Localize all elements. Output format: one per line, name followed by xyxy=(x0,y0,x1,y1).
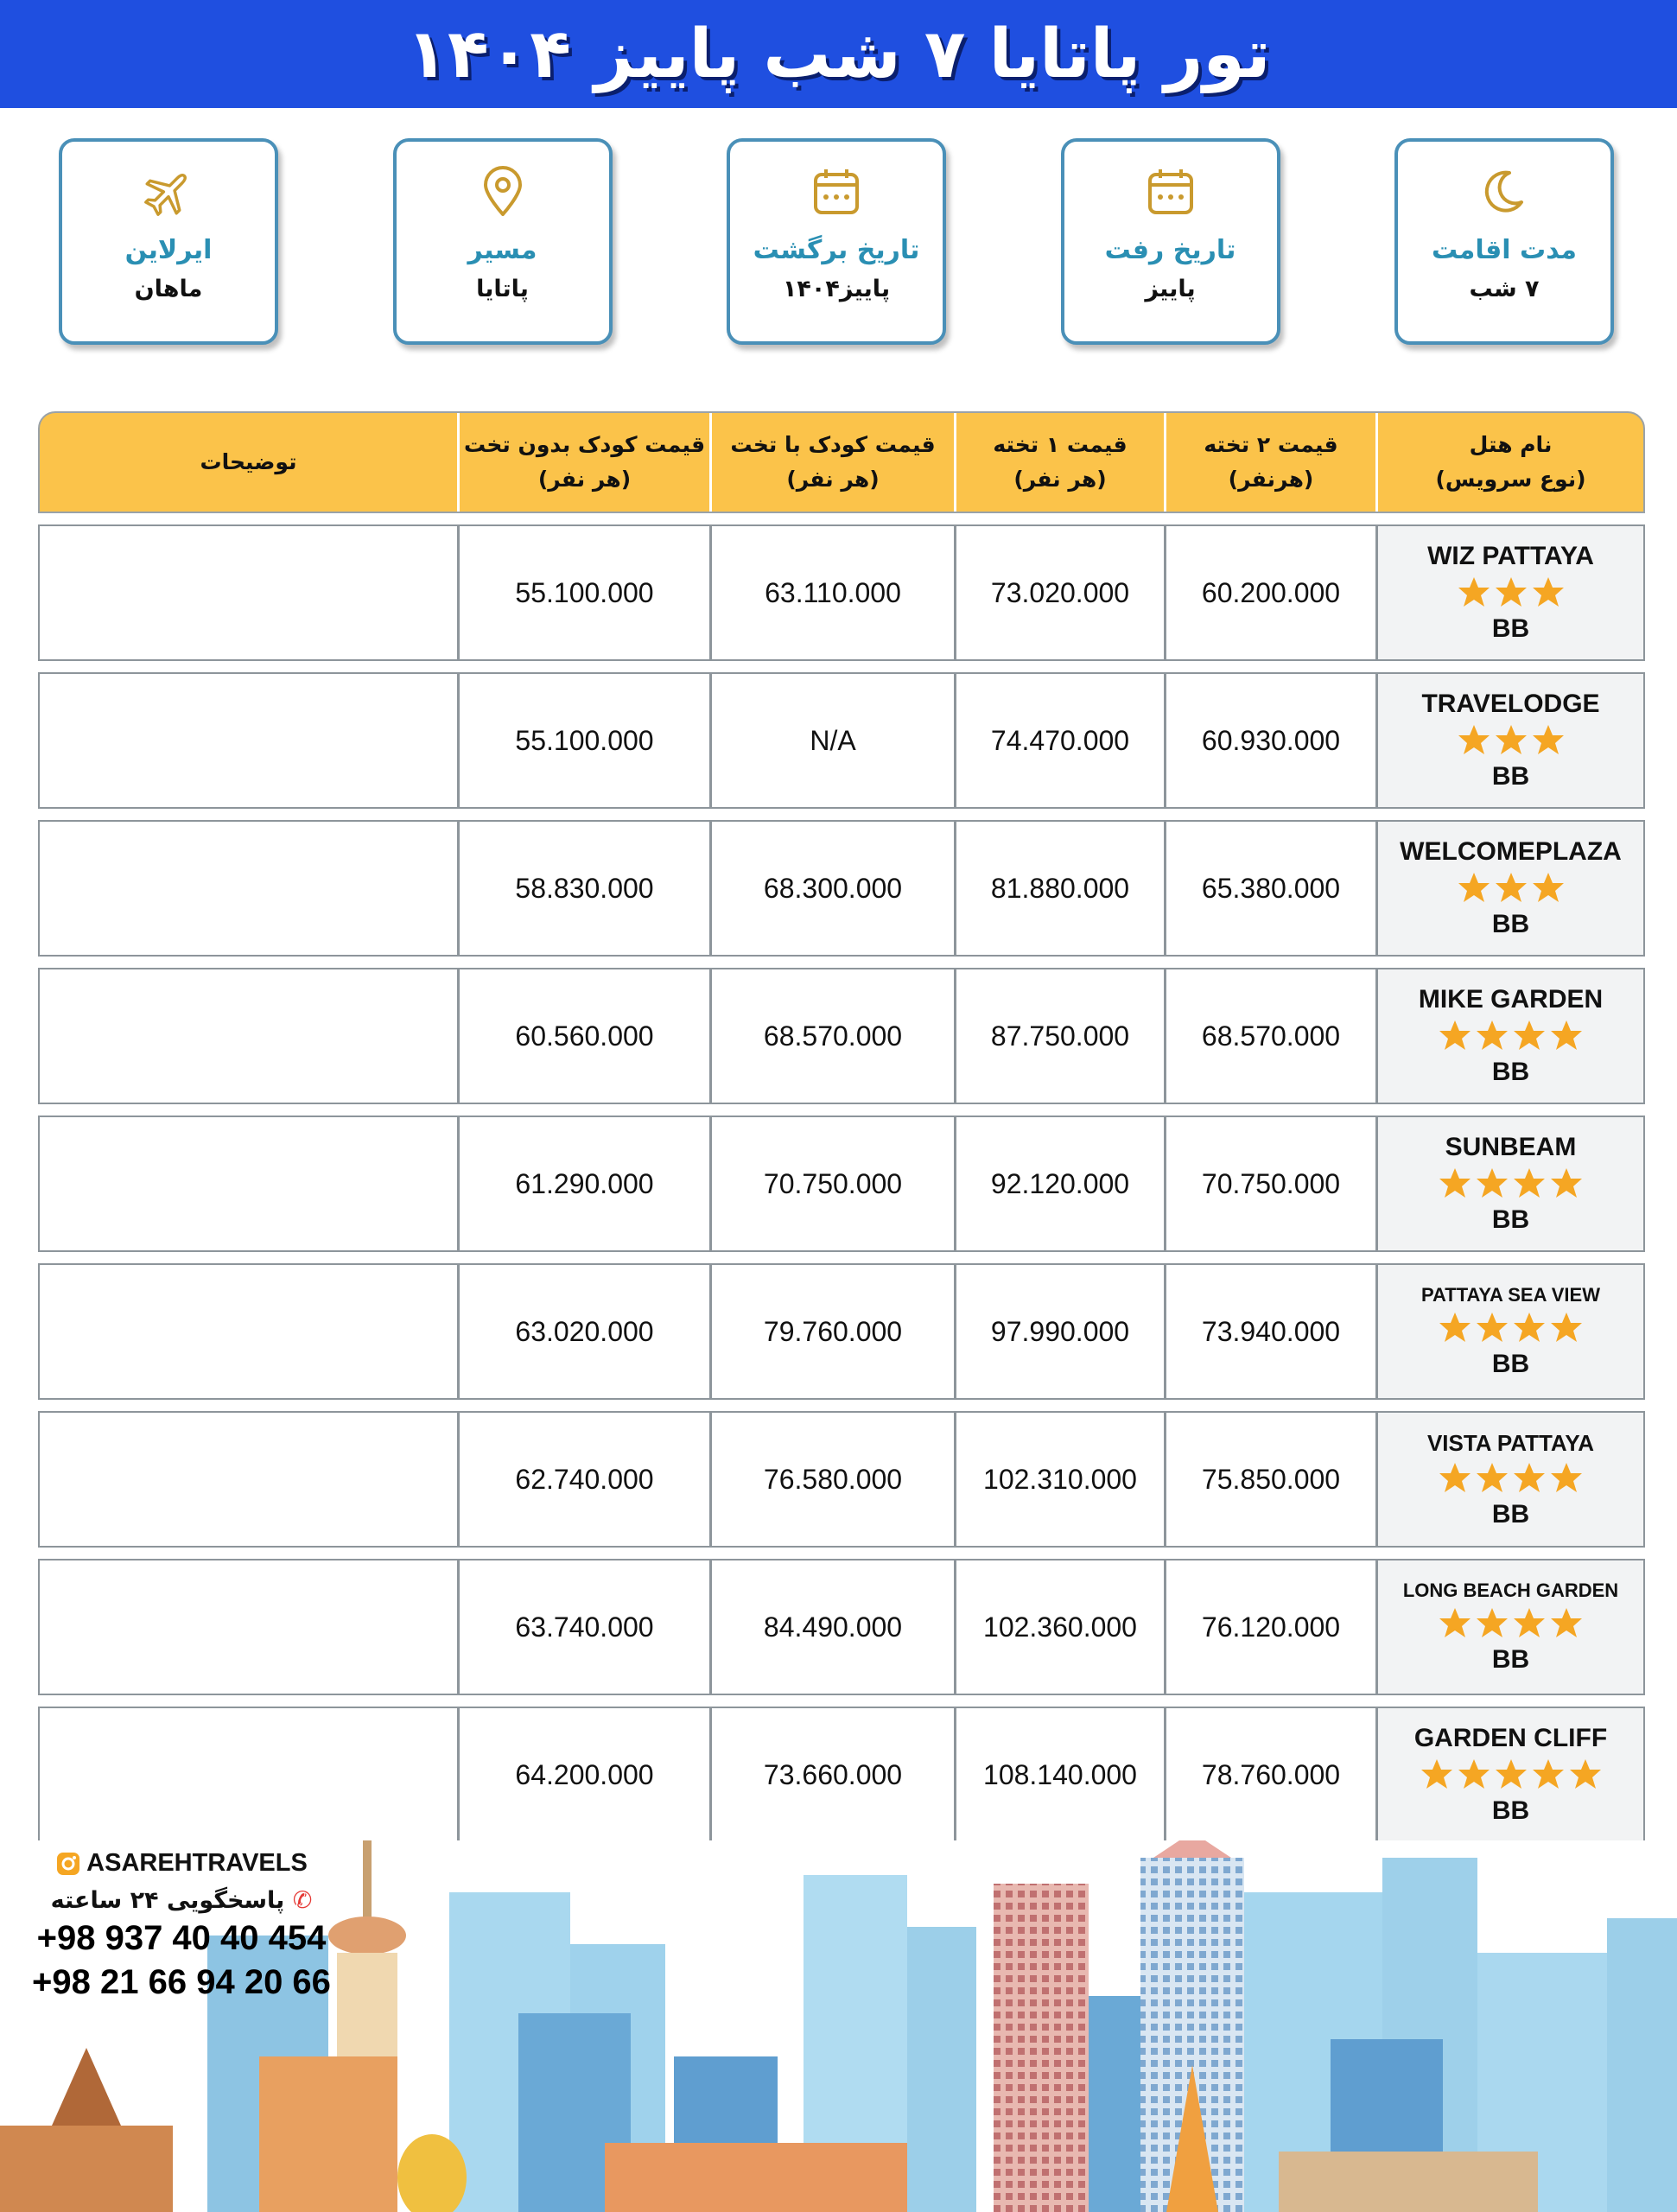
info-card-title: تاریخ برگشت xyxy=(753,235,920,265)
price-double: 76.120.000 xyxy=(1164,1560,1375,1694)
notes-cell xyxy=(40,1413,457,1546)
header-label: قیمت ۱ تخته xyxy=(993,432,1128,457)
price-child-bed: 63.110.000 xyxy=(709,526,954,659)
star-icon xyxy=(1438,1605,1472,1643)
star-icon xyxy=(1475,1460,1509,1498)
hotel-name: WELCOMEPLAZA xyxy=(1400,837,1622,866)
price-single: 81.880.000 xyxy=(954,822,1164,955)
price-double: 75.850.000 xyxy=(1164,1413,1375,1546)
info-card-route xyxy=(393,138,613,345)
star-icon xyxy=(1475,1166,1509,1204)
star-icon xyxy=(1512,1605,1547,1643)
hotel-name: PATTAYA SEA VIEW xyxy=(1420,1284,1600,1306)
price-single: 102.310.000 xyxy=(954,1413,1164,1546)
brand-name: ASAREHTRAVELS xyxy=(86,1849,308,1877)
instagram-icon xyxy=(55,1851,81,1877)
info-card-departure xyxy=(1061,138,1280,345)
info-card-value: پاییز xyxy=(1145,276,1196,302)
price-double: 60.200.000 xyxy=(1164,526,1375,659)
phone-icon: ✆ xyxy=(292,1886,313,1914)
hotel-name: SUNBEAM xyxy=(1445,1133,1577,1161)
support-text: پاسخگویی ۲۴ ساعته xyxy=(50,1886,285,1914)
price-child-bed: 68.570.000 xyxy=(709,969,954,1103)
star-rating xyxy=(1420,1757,1603,1795)
hotel-name: LONG BEACH GARDEN xyxy=(1402,1580,1619,1601)
price-double: 73.940.000 xyxy=(1164,1265,1375,1398)
price-double: 78.760.000 xyxy=(1164,1708,1375,1841)
star-icon xyxy=(1531,575,1566,613)
notes-cell xyxy=(40,1265,457,1398)
price-table xyxy=(38,411,1645,1843)
star-rating xyxy=(1438,1018,1584,1056)
star-icon xyxy=(1438,1310,1472,1348)
header-single xyxy=(954,413,1164,512)
star-icon xyxy=(1457,870,1491,908)
star-icon xyxy=(1475,1310,1509,1348)
header-label: توضیحات xyxy=(200,449,297,474)
contact-block xyxy=(17,1849,346,2002)
info-cards xyxy=(59,138,1614,350)
table-row xyxy=(38,1116,1645,1252)
hotel-name: VISTA PATTAYA xyxy=(1426,1429,1595,1456)
title-banner xyxy=(0,0,1677,108)
price-child-bed: 73.660.000 xyxy=(709,1708,954,1841)
hotel-cell xyxy=(1375,1117,1643,1250)
star-icon xyxy=(1531,870,1566,908)
service-type: BB xyxy=(1491,1205,1530,1234)
info-card-value: پاییز۱۴۰۴ xyxy=(782,276,891,302)
header-child-bed xyxy=(709,413,954,512)
star-icon xyxy=(1438,1166,1472,1204)
star-icon xyxy=(1549,1018,1584,1056)
info-card-value: ماهان xyxy=(134,276,203,302)
price-child-bed: 84.490.000 xyxy=(709,1560,954,1694)
phone-number[interactable]: +98 21 66 94 20 66 xyxy=(32,1962,331,2001)
star-rating xyxy=(1438,1166,1584,1204)
star-icon xyxy=(1475,1018,1509,1056)
star-icon xyxy=(1438,1018,1472,1056)
phone-number[interactable]: +98 937 40 40 454 xyxy=(36,1918,327,1957)
table-row xyxy=(38,524,1645,661)
service-type: BB xyxy=(1491,1350,1530,1378)
star-icon xyxy=(1438,1460,1472,1498)
table-row xyxy=(38,1707,1645,1843)
price-child-no-bed: 61.290.000 xyxy=(457,1117,709,1250)
notes-cell xyxy=(40,969,457,1103)
instagram-handle[interactable] xyxy=(55,1849,308,1878)
star-icon xyxy=(1457,575,1491,613)
header-sublabel: (هرنفر) xyxy=(1228,467,1314,492)
price-double: 68.570.000 xyxy=(1164,969,1375,1103)
star-icon xyxy=(1549,1166,1584,1204)
service-type: BB xyxy=(1491,1796,1530,1825)
hotel-cell xyxy=(1375,969,1643,1103)
price-single: 87.750.000 xyxy=(954,969,1164,1103)
table-row xyxy=(38,968,1645,1104)
star-rating xyxy=(1438,1310,1584,1348)
table-row xyxy=(38,1559,1645,1695)
notes-cell xyxy=(40,526,457,659)
calendar-icon xyxy=(809,164,864,219)
hotel-cell xyxy=(1375,1265,1643,1398)
notes-cell xyxy=(40,674,457,807)
info-card-stay xyxy=(1394,138,1614,345)
info-card-value: پاتایا xyxy=(476,276,529,302)
hotel-name: WIZ PATTAYA xyxy=(1427,542,1594,570)
price-child-bed: 76.580.000 xyxy=(709,1413,954,1546)
star-icon xyxy=(1512,1310,1547,1348)
price-single: 97.990.000 xyxy=(954,1265,1164,1398)
hotel-name: TRAVELODGE xyxy=(1421,690,1600,718)
table-row xyxy=(38,820,1645,957)
price-child-no-bed: 60.560.000 xyxy=(457,969,709,1103)
star-icon xyxy=(1531,1757,1566,1795)
header-child-no-bed xyxy=(457,413,709,512)
notes-cell xyxy=(40,1560,457,1694)
hotel-cell xyxy=(1375,1413,1643,1546)
star-icon xyxy=(1549,1605,1584,1643)
header-label: نام هتل xyxy=(1469,432,1553,457)
star-icon xyxy=(1494,870,1528,908)
price-child-bed: 68.300.000 xyxy=(709,822,954,955)
star-icon xyxy=(1494,722,1528,760)
star-icon xyxy=(1475,1605,1509,1643)
price-child-bed: N/A xyxy=(709,674,954,807)
notes-cell xyxy=(40,1117,457,1250)
info-card-title: تاریخ رفت xyxy=(1104,235,1236,265)
star-icon xyxy=(1420,1757,1454,1795)
calendar-icon xyxy=(1143,164,1198,219)
table-header xyxy=(38,411,1645,513)
header-label: قیمت کودک بدون تخت xyxy=(463,432,706,457)
price-single: 102.360.000 xyxy=(954,1560,1164,1694)
header-notes xyxy=(40,413,457,512)
moon-icon xyxy=(1477,164,1532,219)
service-type: BB xyxy=(1491,614,1530,643)
hotel-name: MIKE GARDEN xyxy=(1418,985,1604,1014)
service-type: BB xyxy=(1491,762,1530,791)
hotel-cell xyxy=(1375,1560,1643,1694)
header-hotel-name xyxy=(1375,413,1643,512)
star-rating xyxy=(1438,1605,1584,1643)
price-single: 74.470.000 xyxy=(954,674,1164,807)
table-row xyxy=(38,672,1645,809)
notes-cell xyxy=(40,1708,457,1841)
price-child-bed: 79.760.000 xyxy=(709,1265,954,1398)
star-rating xyxy=(1457,575,1566,613)
price-child-no-bed: 63.740.000 xyxy=(457,1560,709,1694)
support-line xyxy=(17,1887,346,1914)
page-title: تور پاتایا ۷ شب پاییز ۱۴۰۴ xyxy=(406,15,1271,93)
price-child-no-bed: 63.020.000 xyxy=(457,1265,709,1398)
info-card-airline xyxy=(59,138,278,345)
service-type: BB xyxy=(1491,1645,1530,1674)
table-row xyxy=(38,1411,1645,1548)
price-single: 73.020.000 xyxy=(954,526,1164,659)
table-body xyxy=(38,524,1645,1843)
star-icon xyxy=(1512,1166,1547,1204)
star-icon xyxy=(1457,1757,1491,1795)
star-rating xyxy=(1457,870,1566,908)
service-type: BB xyxy=(1491,1058,1530,1086)
service-type: BB xyxy=(1491,1499,1530,1529)
hotel-cell xyxy=(1375,1708,1643,1841)
star-icon xyxy=(1568,1757,1603,1795)
star-icon xyxy=(1531,722,1566,760)
info-card-value: ۷ شب xyxy=(1469,276,1540,302)
info-card-title: مسیر xyxy=(467,235,537,265)
star-icon xyxy=(1512,1018,1547,1056)
star-rating xyxy=(1457,722,1566,760)
price-single: 108.140.000 xyxy=(954,1708,1164,1841)
header-sublabel: (نوع سرویس) xyxy=(1435,467,1586,492)
price-double: 65.380.000 xyxy=(1164,822,1375,955)
info-card-return xyxy=(727,138,946,345)
price-child-no-bed: 64.200.000 xyxy=(457,1708,709,1841)
star-icon xyxy=(1549,1460,1584,1498)
star-icon xyxy=(1494,575,1528,613)
header-sublabel: (هر نفر) xyxy=(1013,467,1107,492)
airplane-icon xyxy=(141,164,196,219)
table-row xyxy=(38,1263,1645,1400)
price-child-no-bed: 58.830.000 xyxy=(457,822,709,955)
header-sublabel: (هر نفر) xyxy=(786,467,880,492)
hotel-cell xyxy=(1375,674,1643,807)
price-child-bed: 70.750.000 xyxy=(709,1117,954,1250)
star-rating xyxy=(1438,1460,1584,1498)
star-icon xyxy=(1494,1757,1528,1795)
price-double: 60.930.000 xyxy=(1164,674,1375,807)
price-child-no-bed: 55.100.000 xyxy=(457,526,709,659)
notes-cell xyxy=(40,822,457,955)
header-sublabel: (هر نفر) xyxy=(537,467,632,492)
location-pin-icon xyxy=(475,164,530,219)
info-card-title: مدت اقامت xyxy=(1431,235,1578,265)
header-double xyxy=(1164,413,1375,512)
price-single: 92.120.000 xyxy=(954,1117,1164,1250)
info-card-title: ایرلاین xyxy=(124,235,213,265)
hotel-name: GARDEN CLIFF xyxy=(1413,1724,1608,1752)
price-child-no-bed: 62.740.000 xyxy=(457,1413,709,1546)
hotel-cell xyxy=(1375,526,1643,659)
hotel-cell xyxy=(1375,822,1643,955)
price-double: 70.750.000 xyxy=(1164,1117,1375,1250)
service-type: BB xyxy=(1491,910,1530,938)
price-child-no-bed: 55.100.000 xyxy=(457,674,709,807)
star-icon xyxy=(1512,1460,1547,1498)
star-icon xyxy=(1549,1310,1584,1348)
header-label: قیمت کودک با تخت xyxy=(730,432,936,457)
star-icon xyxy=(1457,722,1491,760)
header-label: قیمت ۲ تخته xyxy=(1204,432,1338,457)
